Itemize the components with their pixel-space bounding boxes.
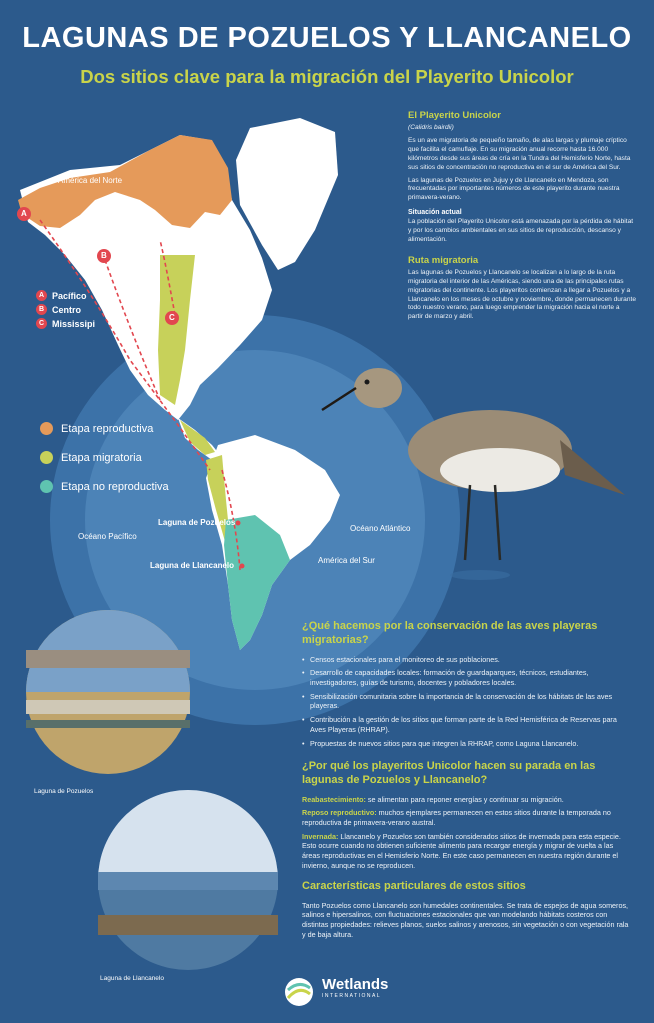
route-item-mississippi: C Mississipi (36, 318, 95, 329)
route-legend (36, 290, 95, 332)
caption-llancanelo: Laguna de Llancanelo (100, 975, 164, 982)
lagoons-description: Las lagunas de Pozuelos en Jujuy y de Llancanelo en Mendoza, son frecuentadas por importantes números de este playerito durante nuestra primavera-verano. (408, 176, 620, 202)
route-letter-b: B (101, 251, 107, 260)
llancanelo-marker (240, 564, 245, 569)
page-title: LAGUNAS DE POZUELOS Y LLANCANELO (22, 22, 632, 54)
route-item-center: B Centro (36, 304, 95, 315)
reason-refuel: Reabastecimiento: se alimentan para reponer energías y continuar su migración. (302, 794, 564, 804)
photo-llancanelo (98, 790, 278, 970)
legend-item-reproductiva: Etapa reproductiva (40, 422, 169, 435)
route-badge-icon: B (36, 304, 47, 315)
features-heading: Características particulares de estos sitios (302, 880, 526, 892)
route-letter-c: C (169, 313, 175, 322)
label-pozuelos: Laguna de Pozuelos (158, 518, 236, 527)
caption-pozuelos: Laguna de Pozuelos (34, 788, 94, 795)
list-item: • Propuestas de nuevos sitios para que integren la RHRAP, como Laguna Llancanelo. (302, 739, 632, 749)
logo-name: Wetlands (322, 976, 389, 993)
conservation-list (302, 655, 632, 749)
features-text: Tanto Pozuelos como Llancanelo son humedales continentales. Se trata de espejos de agua someros, salinos e hipersalinos, con fluctuaciones estacionales que van modelando hábitats costeros con distintas propiedades: relieves planos, suelos salinos y arenosos, sin vegetación o con vegetación rala y de baja altura. (302, 900, 629, 939)
legend-dot-icon (40, 480, 53, 493)
list-item: • Sensibilización comunitaria sobre la importancia de la conservación de los hábitats de las aves playeras. (302, 692, 632, 711)
why-section (302, 760, 632, 875)
legend-item-migratoria: Etapa migratoria (40, 451, 169, 464)
conservation-heading: ¿Qué hacemos por la conservación de las aves playeras migratorias? (302, 620, 598, 646)
conservation-section (302, 620, 632, 752)
route-letter-a: A (21, 209, 27, 218)
features-section (302, 880, 632, 944)
pozuelos-marker (236, 521, 241, 526)
reason-winter: Invernada: Llancanelo y Pozuelos son también considerados sitios de invernada para esta especie. Esto ocurre cuando no obtienen suficiente alimento para recargar energía y migrar de vuelta a las áreas reproductivas en el Hemisferio Norte. En este caso permanecen en nuestra región durante el invierno, aunque no se reproducen. (302, 831, 621, 870)
route-text: Las lagunas de Pozuelos y Llancanelo se localizan a lo largo de la ruta migratoria del interior de las Américas, siendo una de las principales rutas migratorias del continente. Los playeritos comienzan a llegar a Pozuelos y a Llancanelo en los meses de octubre y noviembre, donde permanecen durante todo nuestro verano, para luego emprender la migración hacia el norte a partir de marzo y abril. (408, 268, 636, 321)
legend-dot-icon (40, 422, 53, 435)
situation-text: La población del Playerito Unicolor está amenazada por la pérdida de hábitat y por los cambios ambientales en sus sitios de reproducción, descanso y alimentación. (408, 218, 634, 244)
page-subtitle: Dos sitios clave para la migración del Playerito Unicolor (80, 66, 574, 87)
label-south-america: América del Sur (318, 556, 375, 565)
legend-dot-icon (40, 451, 53, 464)
label-north-america: América del Norte (58, 176, 123, 185)
species-description: Es un ave migratoria de pequeño tamaño, de alas largas y plumaje críptico que facilita el camuflaje. En su migración anual recorre hasta 16.000 kilómetros desde sus áreas de cría en la Tundra del Hemisferio Norte, hasta sus sitios de concentración no reproductiva en el sur de América del Sur. (408, 137, 631, 171)
label-pacific-ocean: Océano Pacífico (78, 532, 137, 541)
photo-pozuelos (26, 610, 190, 774)
wetlands-logo (282, 976, 388, 999)
route-badge-icon: A (36, 290, 47, 301)
route-heading: Ruta migratoria (408, 254, 479, 266)
situation-heading: Situación actual (408, 209, 462, 217)
legend-item-no-reproductiva: Etapa no reproductiva (40, 480, 169, 493)
list-item: • Contribución a la gestión de los sitios que forman parte de la Red Hemisférica de Reservas para Aves Playeras (RHRAP). (302, 715, 632, 734)
logo-subtitle: INTERNATIONAL (322, 993, 382, 999)
label-atlantic-ocean: Océano Atlántico (350, 524, 411, 533)
why-heading: ¿Por qué los playeritos Unicolor hacen su parada en las lagunas de Pozuelos y Llancanelo? (302, 760, 596, 786)
list-item: • Desarrollo de capacidades locales: formación de guardaparques, técnicos, estudiantes, investigadores, guías de turismo, docentes y pobladores locales. (302, 668, 632, 687)
route-item-pacific: A Pacífico (36, 290, 95, 301)
species-heading: El Playerito Unicolor (408, 110, 501, 121)
list-item: • Censos estacionales para el monitoreo de sus poblaciones. (302, 655, 632, 665)
stage-legend (40, 422, 169, 509)
label-llancanelo: Laguna de Llancanelo (150, 561, 235, 570)
reason-rest: Reposo reproductivo: muchos ejemplares permanecen en estos sitios durante la temporada no reproductiva de primavera-verano austral. (302, 808, 611, 827)
route-badge-icon: C (36, 318, 47, 329)
scientific-name: (Calidris bairdii) (408, 124, 454, 131)
info-panel (408, 110, 636, 326)
